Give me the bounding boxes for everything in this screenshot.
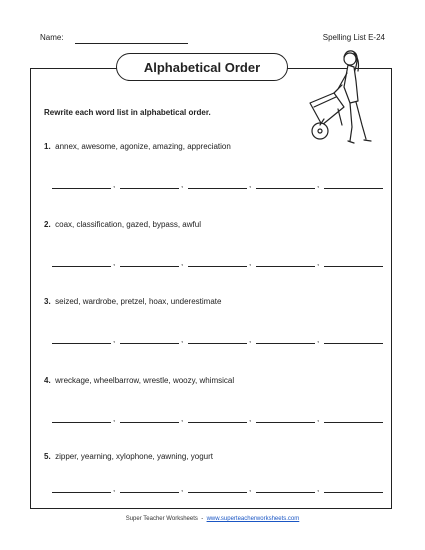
comma: , <box>181 258 184 267</box>
word-list: seized, wardrobe, pretzel, hoax, underestimate <box>55 297 222 306</box>
footer-separator: - <box>201 516 204 522</box>
answer-blank[interactable] <box>52 333 111 344</box>
problem-1 <box>44 142 384 189</box>
answer-blank[interactable] <box>256 412 315 423</box>
worksheet-title: Alphabetical Order <box>116 53 288 81</box>
word-list: wreckage, wheelbarrow, wrestle, woozy, whimsical <box>55 376 235 385</box>
comma: , <box>181 180 184 189</box>
problem-4 <box>44 376 384 423</box>
comma: , <box>317 414 320 423</box>
problem-number: 3. <box>44 297 51 306</box>
comma: , <box>249 484 252 493</box>
problem-2 <box>44 220 384 267</box>
comma: , <box>317 180 320 189</box>
spelling-list-id: Spelling List E-24 <box>322 33 385 42</box>
footer-publisher: Super Teacher Worksheets <box>125 516 198 522</box>
answer-blank[interactable] <box>188 482 247 493</box>
problem-2-words <box>44 220 384 229</box>
footer <box>0 516 425 522</box>
problem-number: 4. <box>44 376 51 385</box>
answer-row <box>52 256 384 268</box>
answer-blank[interactable] <box>324 333 383 344</box>
problem-1-words <box>44 142 384 151</box>
problem-5-words <box>44 452 384 461</box>
answer-row <box>52 333 384 345</box>
comma: , <box>181 484 184 493</box>
word-list: zipper, yearning, xylophone, yawning, yogurt <box>55 452 213 461</box>
answer-blank[interactable] <box>120 412 179 423</box>
answer-blank[interactable] <box>256 333 315 344</box>
girl-with-wheelbarrow-icon <box>304 45 380 155</box>
name-write-line <box>75 43 188 44</box>
answer-blank[interactable] <box>256 256 315 267</box>
problem-number: 5. <box>44 452 51 461</box>
comma: , <box>113 335 116 344</box>
word-list: coax, classification, gazed, bypass, awful <box>55 220 201 229</box>
comma: , <box>113 180 116 189</box>
instructions: Rewrite each word list in alphabetical order. <box>44 108 211 117</box>
answer-blank[interactable] <box>324 178 383 189</box>
answer-blank[interactable] <box>120 482 179 493</box>
answer-blank[interactable] <box>324 482 383 493</box>
problem-3-words <box>44 297 384 306</box>
comma: , <box>113 484 116 493</box>
problem-number: 2. <box>44 220 51 229</box>
comma: , <box>249 180 252 189</box>
answer-blank[interactable] <box>120 333 179 344</box>
footer-website-link[interactable]: www.superteacherworksheets.com <box>206 516 300 522</box>
answer-blank[interactable] <box>120 256 179 267</box>
comma: , <box>249 414 252 423</box>
comma: , <box>317 484 320 493</box>
answer-blank[interactable] <box>188 256 247 267</box>
comma: , <box>317 335 320 344</box>
problem-3 <box>44 297 384 344</box>
problem-5 <box>44 452 384 493</box>
answer-row <box>52 178 384 190</box>
word-list: annex, awesome, agonize, amazing, appreciation <box>55 142 231 151</box>
comma: , <box>317 258 320 267</box>
comma: , <box>249 258 252 267</box>
comma: , <box>113 414 116 423</box>
answer-blank[interactable] <box>52 482 111 493</box>
answer-row <box>52 412 384 424</box>
comma: , <box>113 258 116 267</box>
answer-blank[interactable] <box>256 178 315 189</box>
answer-blank[interactable] <box>52 178 111 189</box>
answer-row <box>52 482 384 494</box>
answer-blank[interactable] <box>120 178 179 189</box>
name-label: Name: <box>40 33 64 42</box>
answer-blank[interactable] <box>188 178 247 189</box>
comma: , <box>181 414 184 423</box>
answer-blank[interactable] <box>324 256 383 267</box>
comma: , <box>249 335 252 344</box>
answer-blank[interactable] <box>52 412 111 423</box>
answer-blank[interactable] <box>324 412 383 423</box>
answer-blank[interactable] <box>188 412 247 423</box>
answer-blank[interactable] <box>188 333 247 344</box>
comma: , <box>181 335 184 344</box>
answer-blank[interactable] <box>52 256 111 267</box>
problem-4-words <box>44 376 384 385</box>
problem-number: 1. <box>44 142 51 151</box>
answer-blank[interactable] <box>256 482 315 493</box>
